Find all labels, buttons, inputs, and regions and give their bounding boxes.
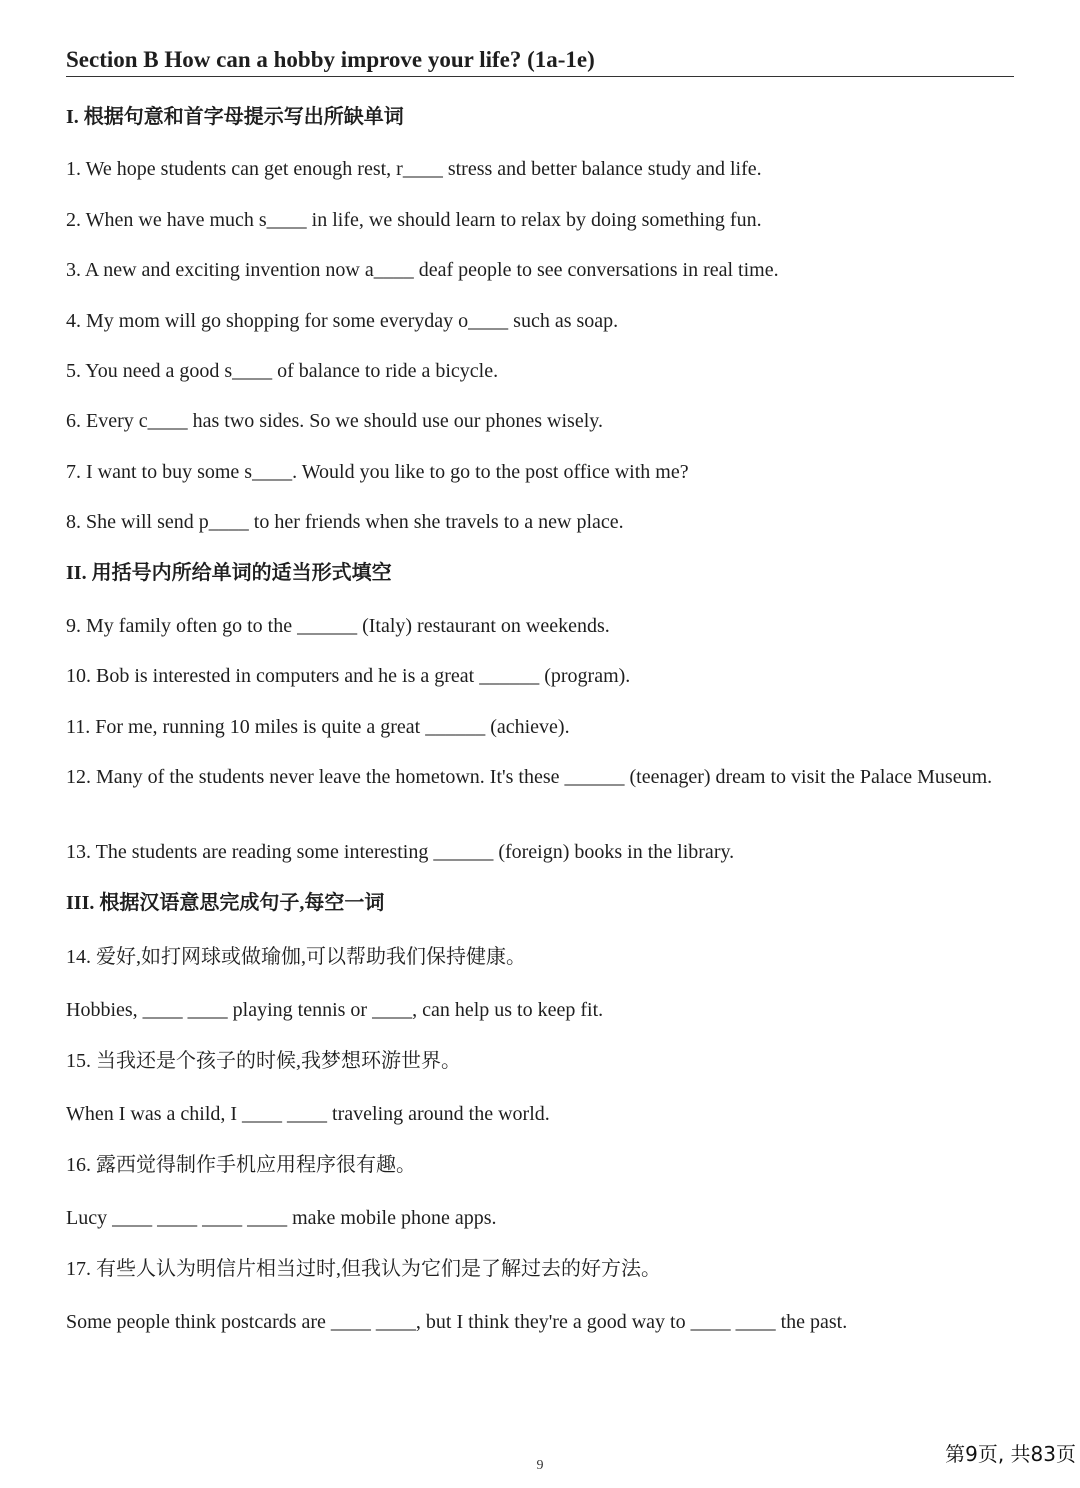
question-7: 7. I want to buy some s____. Would you like to go to the post office with me? — [66, 461, 689, 483]
question-9: 9. My family often go to the ______ (Italy) restaurant on weekends. — [66, 615, 610, 637]
page-number: 9 — [536, 1458, 544, 1473]
question-6: 6. Every c____ has two sides. So we should use our phones wisely. — [66, 410, 603, 432]
question-16-chinese: 16. 露西觉得制作手机应用程序很有趣。 — [66, 1154, 416, 1176]
question-12: 12. Many of the students never leave the hometown. It's these ______ (teenager) dream to visit the Palace Museum. — [66, 766, 993, 788]
question-11: 11. For me, running 10 miles is quite a great ______ (achieve). — [66, 716, 570, 738]
question-15-english: When I was a child, I ____ ____ traveling around the world. — [66, 1103, 550, 1125]
question-3: 3. A new and exciting invention now a____ deaf people to see conversations in real time. — [66, 259, 779, 281]
question-8: 8. She will send p____ to her friends when she travels to a new place. — [66, 511, 624, 533]
part2-heading: II. 用括号内所给单词的适当形式填空 — [66, 562, 392, 584]
question-17-english: Some people think postcards are ____ ____, but I think they're a good way to ____ ____ the past. — [66, 1311, 848, 1333]
question-4: 4. My mom will go shopping for some everyday o____ such as soap. — [66, 310, 619, 332]
page-count: 第9页, 共83页 — [945, 1442, 1076, 1466]
question-14-chinese: 14. 爱好,如打网球或做瑜伽,可以帮助我们保持健康。 — [66, 946, 526, 968]
part1-heading: I. 根据句意和首字母提示写出所缺单词 — [66, 106, 404, 128]
question-1: 1. We hope students can get enough rest, r____ stress and better balance study and life. — [66, 158, 762, 180]
question-14-english: Hobbies, ____ ____ playing tennis or ____, can help us to keep fit. — [66, 999, 604, 1021]
question-13: 13. The students are reading some interesting ______ (foreign) books in the library. — [66, 841, 735, 863]
question-10: 10. Bob is interested in computers and he is a great ______ (program). — [66, 665, 631, 687]
part3-heading: III. 根据汉语意思完成句子,每空一词 — [66, 892, 385, 914]
question-16-english: Lucy ____ ____ ____ ____ make mobile phone apps. — [66, 1207, 497, 1229]
question-2: 2. When we have much s____ in life, we should learn to relax by doing something fun. — [66, 209, 762, 231]
question-15-chinese: 15. 当我还是个孩子的时候,我梦想环游世界。 — [66, 1050, 461, 1072]
question-17-chinese: 17. 有些人认为明信片相当过时,但我认为它们是了解过去的好方法。 — [66, 1258, 661, 1280]
question-5: 5. You need a good s____ of balance to ride a bicycle. — [66, 360, 499, 382]
section-title: Section B How can a hobby improve your life? (1a-1e) — [66, 44, 1014, 77]
